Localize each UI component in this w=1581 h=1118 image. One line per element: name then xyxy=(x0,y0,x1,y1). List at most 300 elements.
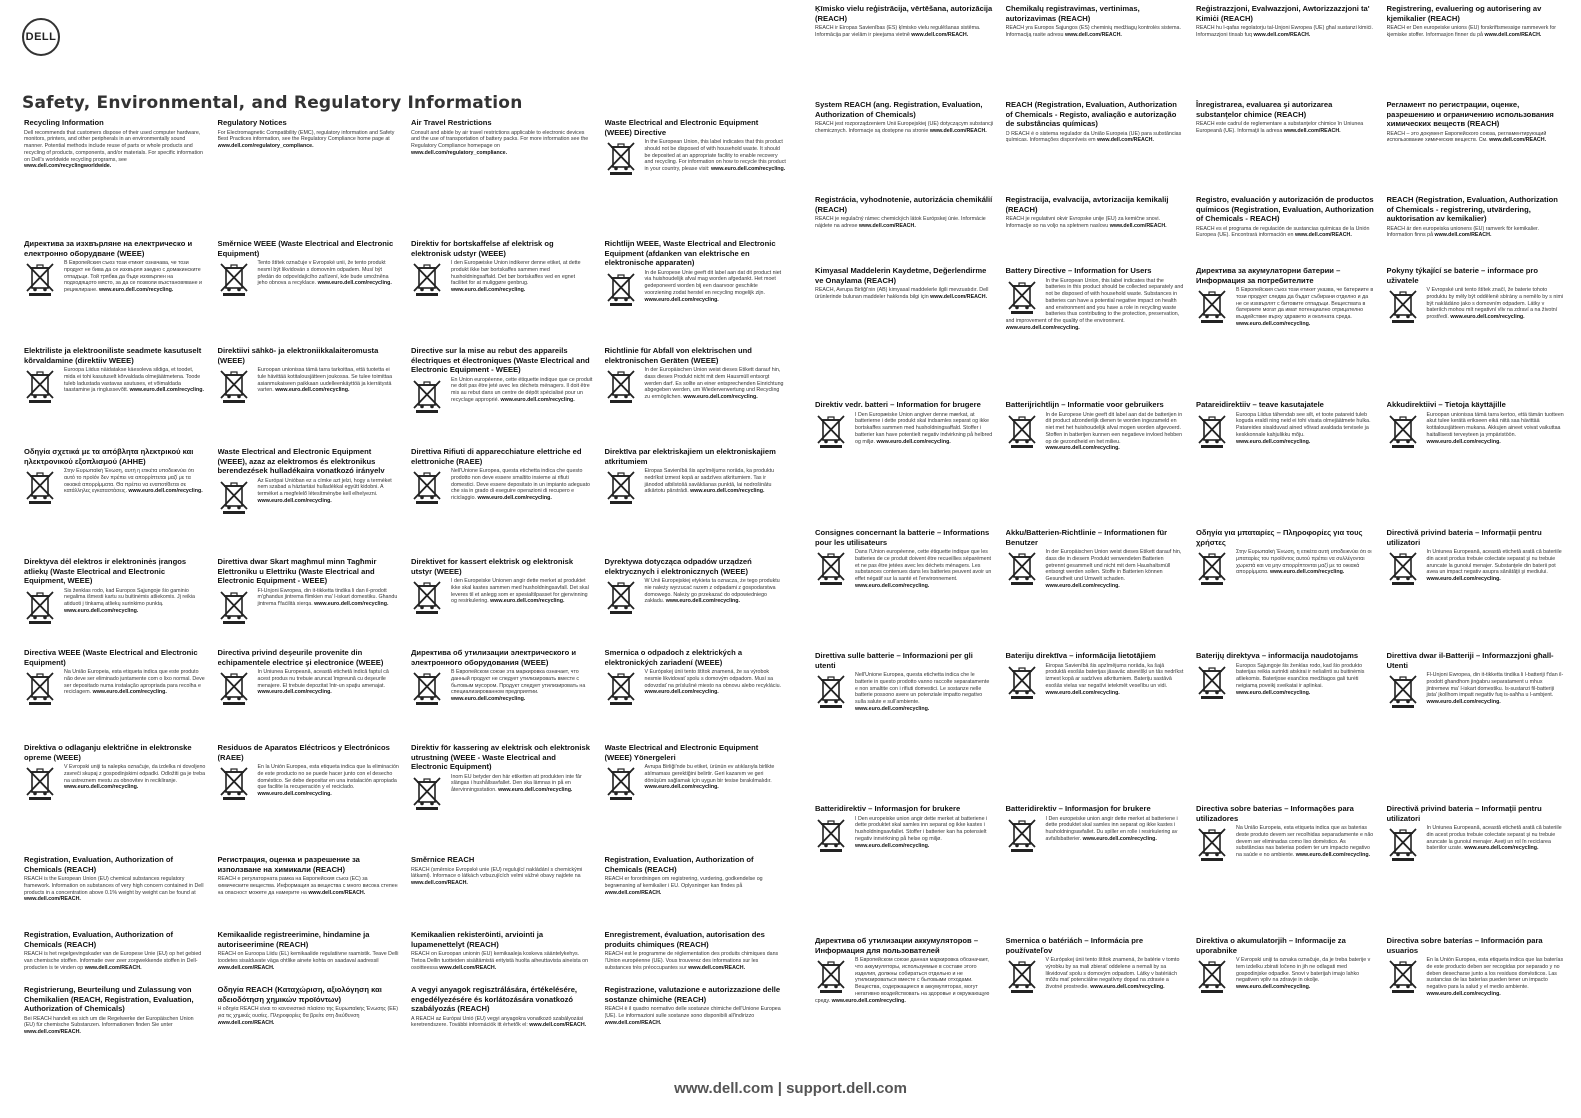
regulatory-section xyxy=(1387,528,1566,590)
section-link[interactable]: www.euro.dell.com/recycling. xyxy=(275,387,350,394)
section-link[interactable]: www.euro.dell.com/recycling. xyxy=(1450,314,1525,321)
section-text-body: În Uniunea Europeană, această etichetă arată că bateriile din acest produs trebuie colectate separat şi nu trebuie aruncate la gunoiul menajer. Aveţi un rol în reciclarea bateriilor uzate. xyxy=(1426,825,1562,852)
section-link[interactable]: www.dell.com/REACH. xyxy=(439,964,497,971)
section-text-body: Bei REACH handelt es sich um die Regelwerke der Europäischen Union (EU) für chemische Substanzen. Informationen finden Sie unter xyxy=(24,1015,194,1029)
section-row xyxy=(815,936,1565,1005)
section-title: Akkudirektiivi – Tietoja käyttäjille xyxy=(1386,400,1506,409)
section-body xyxy=(24,130,206,171)
section-row xyxy=(24,743,786,813)
section-text-body: REACH (směrnice Evropské unie (EU) regulující nakládání s chemickými látkami). Informace o látkách vzbuzujících velmi vážné obavy najdete na xyxy=(411,866,583,880)
section-title: Pokyny týkající se baterie – informace pro uživatele xyxy=(1386,266,1539,285)
section-body xyxy=(1387,549,1566,588)
section-link[interactable]: www.euro.dell.com/recycling. xyxy=(500,396,575,403)
section-title: REACH (Registration, Evaluation, Authorization of Chemicals - registrering, utvärdering, auktorisation av kemikalier) xyxy=(1386,195,1558,223)
section-text-body: REACH on Euroopa Liidu (EL) kemikaalide regulatiivne raamistik. Teave Delli toodetes sisalduvate väga ohtlike ainete kohta on saadaval aadressil xyxy=(217,951,399,964)
section-title: Richtlijn WEEE, Waste Electrical and Electronic Equipment (afdanken van elektrische en elektronische apparaten) xyxy=(604,239,776,267)
section-text-body: REACH on Euroopan unionin (EU) kemikaaleja koskeva sääntelykehys. Tietoa Dellin tuotteiden sisältämistä erityistä huolta aiheuttavista aineista on osoitteessa xyxy=(411,951,589,971)
section-link[interactable]: www.euro.dell.com/recycling. xyxy=(1236,438,1311,445)
section-link[interactable]: www.euro.dell.com/recycling. xyxy=(1426,576,1501,583)
section-text-body: Consult and abide by air travel restrictions applicable to electronic devices and the use of transportation of battery packs. For more information see the Regulatory Compliance homepage on xyxy=(411,129,589,150)
section-text-body: I Den europeiske union angir dette merket at batteriene i dette produktet skal samles inn separat og ikke kastes i husholdningsavfallet. Stoffer i batterier kan ha potensielt negativ innvirkning på helse og miljø. xyxy=(855,815,988,842)
section-link[interactable]: www.euro.dell.com/recycling. xyxy=(1464,845,1539,852)
section-title: Registrierung, Beurteilung und Zulassung von Chemikalien (REACH, Registration, Evaluation, Authorization of Chemicals) xyxy=(24,985,194,1013)
section-text-body: REACH je regulativni okvir Evropske unije (EU) za kemične snovi. Informacije so na voljo na spletnem naslovu xyxy=(1005,216,1161,229)
section-link[interactable]: www.euro.dell.com/recycling. xyxy=(257,791,332,798)
section-body xyxy=(1006,278,1185,332)
section-title: Dyrektywa dotycząca odpadów urządzeń elektrycznych i elektronicznych (WEEE) xyxy=(604,557,752,576)
crossed-out-wheeled-bin-icon xyxy=(218,479,250,515)
regulatory-section xyxy=(1387,195,1566,239)
section-body xyxy=(1006,131,1185,145)
section-text-body: REACH is het regelgevingskader van de Europese Unie (EU) op het gebied van chemische stoffen. Informatie over zeer zorgwekkende stoffen in Dell-producten is te vinden op xyxy=(24,951,202,971)
section-link[interactable]: www.dell.com/REACH. xyxy=(411,880,468,887)
section-title: Batteridirektiv – Informasjon for brukere xyxy=(815,804,961,813)
section-link[interactable]: www.dell.com/REACH. xyxy=(1109,222,1167,229)
section-text xyxy=(815,216,994,230)
section-text-body: REACH est le programme de réglementation des produits chimiques dans l'Union européenne (UE). Vous trouverez des informations sur les substances très préoccupantes sur xyxy=(604,951,779,971)
crossed-out-wheeled-bin-icon xyxy=(815,413,847,449)
section-link[interactable]: www.euro.dell.com/recycling. xyxy=(1426,990,1501,997)
section-text-body: V Evropské unii tento štítek značí, že baterie tohoto produktu by měly být odděleně sbírány a nemělo by s nimi být nakládáno jako s domovním odpadem. Látky v bateriích mohou mít negativní vliv na zdraví a na životní prostředí. xyxy=(1426,287,1564,321)
section-text-body: Avrupa Birliği'nde bu etiket, ürünün ev atıklarıyla birlikte atılmaması gerektiğini belirtir. Geri kazanım ve geri dönüşüm sağlamak için uygun bir tesise bırakılmalıdır. xyxy=(644,764,775,784)
section-title: Directivă privind bateria – Informaţii pentru utilizatori xyxy=(1386,804,1542,823)
crossed-out-wheeled-bin-icon xyxy=(605,670,637,706)
section-link[interactable]: www.euro.dell.com/recycling. xyxy=(1045,582,1120,589)
regulatory-section xyxy=(1196,528,1375,590)
section-body xyxy=(1006,25,1185,39)
section-text xyxy=(1387,25,1566,39)
section-text-body: Euroopa Liidus näidatakse käesoleva sildiga, et toodet, mida ei tohi kasutuselt kõrvaldada olmejäätmetena. Toode tuleb ladustada vastavas asutuses, et võimaldada taastamine ja ringlussevõtt. xyxy=(64,367,201,394)
section-body xyxy=(411,669,593,708)
crossed-out-wheeled-bin-icon xyxy=(411,579,443,615)
section-link[interactable]: www.euro.dell.com/recycling. xyxy=(92,689,167,696)
section-text-body: REACH es el programa de regulación de sustancias químicas de la Unión Europea (UE). Encontrará información en xyxy=(1196,225,1370,239)
section-text xyxy=(411,130,593,157)
section-title: Direttiva Rifiuti di apparecchiature elettriche ed elettroniche (RAEE) xyxy=(411,447,582,466)
regulatory-section xyxy=(1196,651,1375,713)
regulatory-section xyxy=(605,743,787,813)
section-link[interactable]: www.euro.dell.com/recycling. xyxy=(257,689,332,696)
section-title: Kimyasal Maddelerin Kaydetme, Değerlendirme ve Onaylama (REACH) xyxy=(815,266,987,285)
section-link[interactable]: www.euro.dell.com/recycling. xyxy=(644,296,719,303)
section-text-body: Nell'Unione Europea, questa etichetta indica che le batterie in questo prodotto vanno raccolte separatamente e non smaltite con i rifiuti domestici. Le sostanze nelle batterie possono avere un potenziale impatto negativo sulla salute e sull'ambiente. xyxy=(855,672,990,706)
regulatory-section xyxy=(411,648,593,708)
section-row xyxy=(24,118,786,178)
section-title: Akku/Batterien-Richtlinie – Informationen für Benutzer xyxy=(1005,528,1168,547)
footer-links[interactable]: www.dell.com | support.dell.com xyxy=(674,1080,907,1097)
section-title: Direktiva o akumulatorjih – Informacije za uporabnike xyxy=(1196,936,1346,955)
section-text-body: Euroopan unionissa tämä tarra tarkoittaa, että tuotetta ei tule hävittää kotitalousjätteen joukossa. Se tulee toimittaa asianmukaiseen paikkaan uudelleenkäyttöä ja kierrätystä varten. xyxy=(257,367,393,394)
regulatory-section xyxy=(815,528,994,590)
section-text-body: В Европейския съюз този етикет означава, че този продукт не бива да се изхвърля заедно с домакинските отпадъци. Той трябва да бъде изхвърлен на подходящото място, за да се позволи възстановяване и рециклиране. xyxy=(64,260,202,294)
regulatory-section xyxy=(1196,266,1375,332)
crossed-out-wheeled-bin-icon xyxy=(1387,288,1419,324)
section-title: Οδηγία για μπαταρίες – Πληροφορίες για τους χρήστες xyxy=(1196,528,1363,547)
section-text-body: В Европейском союзе данная маркировка обозначает, что аккумуляторы, используемые в составе этого изделия, должны собираться отдельно и не утилизироваться вместе с бытовыми отходами. Вещества, содержащиеся в аккумуляторах, могут негативно воздействовать на здоровье и окружающую среду. xyxy=(815,957,990,1004)
section-title: Bateriju direktīva – informācija lietotājiem xyxy=(1005,651,1156,660)
section-text xyxy=(1196,25,1375,39)
section-body xyxy=(218,1006,400,1026)
section-link[interactable]: www.euro.dell.com/recycling. xyxy=(831,997,906,1004)
section-link[interactable]: www.euro.dell.com/recycling. xyxy=(451,287,526,294)
section-link[interactable]: www.euro.dell.com/recycling. xyxy=(498,787,573,794)
section-link[interactable]: www.euro.dell.com/recycling. xyxy=(1426,438,1501,445)
section-title: Baterijų direktyva – informacija naudotojams xyxy=(1196,651,1359,660)
section-link[interactable]: www.euro.dell.com/recycling. xyxy=(1082,835,1157,842)
section-text xyxy=(411,951,593,971)
section-link[interactable]: www.euro.dell.com/recycling. xyxy=(710,166,786,173)
section-link[interactable]: www.dell.com/REACH. xyxy=(217,1019,275,1026)
section-link[interactable]: www.dell.com/REACH. xyxy=(604,1019,662,1026)
section-title: Registration, Evaluation, Authorization of Chemicals (REACH) xyxy=(24,855,174,874)
section-text-body: Europos Sąjungoje šis ženklas rodo, kad šio produkto baterijas reikia surinkti atskirai ir nešalinti su buitinėmis atliekomis. Baterijose esančios medžiagos gali turėti neigiamą poveikį sveikatai ir aplinkai. xyxy=(1236,662,1365,689)
section-text-body: В Европейском союзе эта маркировка означает, что данный продукт не следует утилизировать вместе с бытовым мусором. Продукт следует утилизировать на специализированном предприятии. xyxy=(451,669,586,696)
section-link[interactable]: www.dell.com/REACH. xyxy=(1253,31,1311,38)
regulatory-section xyxy=(1387,400,1566,452)
crossed-out-wheeled-bin-icon xyxy=(1006,817,1038,853)
section-title: Директива об утилизации аккумуляторов – Информация для пользователей xyxy=(815,936,979,955)
section-title: Kemikaalien rekisteröinti, arviointi ja lupamenettelyt (REACH) xyxy=(411,930,544,949)
section-body xyxy=(411,377,593,416)
section-text xyxy=(1006,25,1185,39)
section-link[interactable]: www.euro.dell.com/recycling. xyxy=(257,497,332,504)
section-text-body: Inom EU betyder den här etiketten att produkten inte får slängas i hushållsavfallet. Den ska lämnas in på en återvinningsstation. xyxy=(451,773,582,794)
section-title: Battery Directive – Information for Users xyxy=(1005,266,1152,275)
section-link[interactable]: www.dell.com/REACH. xyxy=(1064,31,1122,38)
crossed-out-wheeled-bin-icon xyxy=(1196,288,1228,324)
regulatory-section xyxy=(411,346,593,416)
section-link[interactable]: www.euro.dell.com/recycling. xyxy=(1426,699,1501,706)
section-body xyxy=(24,764,206,803)
crossed-out-wheeled-bin-icon xyxy=(24,589,56,625)
crossed-out-wheeled-bin-icon xyxy=(1006,550,1038,586)
section-body xyxy=(815,216,994,230)
regulatory-section xyxy=(24,557,206,627)
regulatory-section xyxy=(1006,195,1185,239)
section-link[interactable]: www.euro.dell.com/recycling. xyxy=(1236,689,1311,696)
section-link[interactable]: www.euro.dell.com/recycling. xyxy=(855,582,930,589)
section-text-body: REACH е регулаторната рамка на Европейския съюз (ЕС) за химическите вещества. Информация за вещества с много висока степен на опасност можете да намерите на xyxy=(217,876,398,896)
section-row xyxy=(24,557,786,627)
section-link[interactable]: www.dell.com/regulatory_compliance. xyxy=(411,149,508,156)
crossed-out-wheeled-bin-icon xyxy=(218,368,250,404)
section-body xyxy=(815,672,994,713)
page-title: Safety, Environmental, and Regulatory Information xyxy=(22,93,523,113)
section-title: A vegyi anyagok regisztrálására, értékelésére, engedélyezésére és korlátozására vonatkozó szabályozás (REACH) xyxy=(411,985,578,1013)
section-text xyxy=(815,287,994,301)
crossed-out-wheeled-bin-icon xyxy=(1196,826,1228,862)
section-title: Регламент по регистрации, оценке, разрешению и ограничению использования химических веществ (REACH) xyxy=(1386,100,1554,128)
section-text xyxy=(24,876,206,903)
section-title: Kemikaalide registreerimine, hindamine ja autoriseerimine (REACH) xyxy=(217,930,370,949)
regulatory-section xyxy=(815,195,994,239)
section-link[interactable]: www.dell.com/REACH. xyxy=(1097,137,1154,144)
section-row xyxy=(815,651,1565,713)
section-body xyxy=(1196,825,1375,864)
section-title: Smernica o batériách – Informácia pre používateľov xyxy=(1005,936,1144,955)
crossed-out-wheeled-bin-icon xyxy=(24,261,56,297)
section-body xyxy=(605,1006,787,1026)
regulatory-section xyxy=(1006,804,1185,864)
section-title: Direktiv for bortskaffelse af elektrisk og elektronisk udstyr (WEEE) xyxy=(411,239,554,258)
section-row xyxy=(815,804,1565,864)
section-title: Waste Electrical and Electronic Equipment (WEEE), azaz az elektromos és elektronikus berendezések hulladékaira vonatkozó irányelv xyxy=(217,447,385,475)
regulatory-section xyxy=(1387,804,1566,864)
regulatory-section xyxy=(411,557,593,627)
section-title: Directivă privind bateria – Informaţii pentru utilizatori xyxy=(1386,528,1542,547)
section-link[interactable]: www.euro.dell.com/recycling. xyxy=(1270,569,1345,576)
section-body xyxy=(1387,226,1566,240)
section-text-body: In the European Union, this label indicates that the batteries in this product should be collected separately and not be disposed of with household waste. Substances in batteries can have a potential negative impact on health and environment and you have a role in recycling waste batteries thus contributing to the protection, preservation, and improvement of the quality of the environment. xyxy=(1005,277,1184,325)
section-link[interactable]: www.euro.dell.com/recycling. xyxy=(314,601,389,608)
crossed-out-wheeled-bin-icon xyxy=(815,550,847,586)
section-link[interactable]: www.dell.com/REACH. xyxy=(308,889,366,896)
section-body xyxy=(1387,131,1566,145)
section-body xyxy=(815,287,994,301)
section-link[interactable]: www.euro.dell.com/recycling. xyxy=(1090,984,1165,991)
section-link[interactable]: www.dell.com/REACH. xyxy=(930,293,988,300)
regulatory-section xyxy=(411,239,593,309)
section-title: Consignes concernant la batterie – Informations pour les utilisateurs xyxy=(815,528,990,547)
section-text xyxy=(1196,226,1375,240)
crossed-out-wheeled-bin-icon xyxy=(1196,958,1228,994)
section-body xyxy=(218,367,400,406)
section-body xyxy=(1196,287,1375,328)
section-title: Înregistrarea, evaluarea şi autorizarea substanţelor chimice (REACH) xyxy=(1196,100,1333,119)
section-link[interactable]: www.euro.dell.com/recycling. xyxy=(683,394,758,401)
section-link[interactable]: www.euro.dell.com/recycling. xyxy=(1236,984,1311,991)
crossed-out-wheeled-bin-icon xyxy=(605,271,637,307)
section-link[interactable]: www.dell.com/REACH. xyxy=(911,31,969,38)
section-body xyxy=(1196,25,1375,39)
section-title: Residuos de Aparatos Eléctricos y Electrónicos (RAEE) xyxy=(217,743,390,762)
section-link[interactable]: www.euro.dell.com/recycling. xyxy=(1236,320,1311,327)
section-body xyxy=(218,669,400,708)
section-text-body: REACH er forordningen om registrering, vurdering, godkendelse og begrænsning af kemikalier i EU. Oplysninger kan findes på xyxy=(604,876,763,889)
section-link[interactable]: www.euro.dell.com/recycling. xyxy=(1295,852,1371,859)
regulatory-section xyxy=(1196,4,1375,39)
section-link[interactable]: www.dell.com/REACH. xyxy=(24,896,81,903)
section-row xyxy=(24,985,786,1036)
section-link[interactable]: www.dell.com/REACH. xyxy=(217,964,275,971)
section-link[interactable]: www.dell.com/REACH. xyxy=(1434,232,1492,239)
section-link[interactable]: www.euro.dell.com/recycling. xyxy=(451,696,526,703)
regulatory-section xyxy=(605,118,787,178)
section-link[interactable]: www.euro.dell.com/recycling. xyxy=(99,287,174,294)
section-body xyxy=(1196,957,1375,996)
section-title: Chemikalų registravimas, vertinimas, autorizavimas (REACH) xyxy=(1005,4,1140,23)
section-link[interactable]: www.euro.dell.com/recycling. xyxy=(1045,689,1120,696)
section-text-body: Στην Ευρωπαϊκή Ένωση, αυτή η ετικέτα υποδεικνύει ότι αυτό το προϊόν δεν πρέπει να απορρίπτεται μαζί με τα οικιακά απορρίμματα. Θα πρέπει να εναποτίθεται σε κατάλληλες εγκαταστάσεις. xyxy=(64,468,194,495)
section-text-body: REACH er Den europeiske unions (EU) forskriftsmessige rammeverk for kjemiske stoffer. Informasjon finner du på xyxy=(1386,25,1557,38)
section-body xyxy=(1387,957,1566,998)
section-text xyxy=(24,130,206,171)
regulatory-section xyxy=(218,648,400,708)
section-body xyxy=(1006,216,1185,230)
section-title: Direktiva o odlaganju električne in elektronske opreme (WEEE) xyxy=(24,743,192,762)
section-title: Regulatory Notices xyxy=(217,118,287,127)
section-text-body: Euroopa Liidus tähendab see silt, et toote patareid tuleb koguda eraldi ning neid ei tohi visata olmejäätmete hulka. Patareides sisalduvad ained võivad avaldada tervisele ja keskkonnale kahjulikku mõju. xyxy=(1236,411,1371,438)
section-link[interactable]: www.dell.com/REACH. xyxy=(688,964,746,971)
section-title: Směrnice REACH xyxy=(411,855,475,864)
section-text-body: I Den europeiske union angir dette merket at batteriene i dette produktet skal samles inn separat og ikke kastes i husholdningsavfallet. Du spiller en rolle i resirkulering av avfallsbatterier. xyxy=(1045,815,1178,842)
section-body xyxy=(24,367,206,406)
section-body xyxy=(605,367,787,406)
section-link[interactable]: www.euro.dell.com/recycling. xyxy=(128,488,203,495)
section-text-body: În Uniunea Europeană, această etichetă arată că bateriile din acest produs trebuie colectate separat şi nu trebuie aruncate la gunoiul menajer. Substanţele din baterii pot avea un impact negativ asupra sănătăţii şi mediului. xyxy=(1426,549,1562,576)
section-link[interactable]: www.dell.com/REACH. xyxy=(1489,137,1547,144)
section-link[interactable]: www.euro.dell.com/recycling. xyxy=(855,842,930,849)
regulatory-section xyxy=(218,447,400,517)
section-text-body: In der Europäischen Union weist dieses Etikett darauf hin, dass dieses Produkt nicht mit dem Hausmüll entsorgt werden darf. Es sollte an einer entsprechenden Einrichtung abgegeben werden, um Wiederverwertung und Recycling zu ermöglichen. xyxy=(644,367,784,401)
section-text-body: Dell recommends that customers dispose of their used computer hardware, monitors, printers, and other peripherals in an environmentally sound manner. Potential methods include reuse of parts or whole products and recycling of products, components, and/or materials. For specific information on Dell's worldwide recycling programs, see xyxy=(24,129,203,163)
section-body xyxy=(605,669,787,708)
regulatory-section xyxy=(605,930,787,971)
section-link[interactable]: www.euro.dell.com/recycling. xyxy=(1045,445,1120,452)
section-link[interactable]: www.euro.dell.com/recycling. xyxy=(644,784,719,791)
regulatory-section xyxy=(605,557,787,627)
section-row xyxy=(815,400,1565,452)
section-link[interactable]: www.euro.dell.com/recycling. xyxy=(690,488,765,495)
section-link[interactable]: www.dell.com/REACH. xyxy=(1484,31,1542,38)
section-row xyxy=(24,447,786,517)
section-link[interactable]: www.euro.dell.com/recycling. xyxy=(477,495,552,502)
section-link[interactable]: www.euro.dell.com/recycling. xyxy=(129,387,204,394)
section-text xyxy=(1196,121,1375,135)
section-title: REACH (Registration, Evaluation, Authorization of Chemicals - Registo, avaliação e autorização de substâncias químicas) xyxy=(1005,100,1177,128)
crossed-out-wheeled-bin-icon xyxy=(24,765,56,801)
section-text-body: Fl-Unjoni Ewropea, din it-tikketta tindika li dan il-prodott m'għandux jintrema flimkien ma' l-iskart domestiku. Għandu jintrema f'faċilità xierqa. xyxy=(257,587,398,608)
crossed-out-wheeled-bin-icon xyxy=(605,368,637,404)
crossed-out-wheeled-bin-icon xyxy=(1196,664,1228,700)
regulatory-section xyxy=(815,651,994,713)
section-link[interactable]: www.dell.com/regulatory_compliance. xyxy=(217,143,314,150)
section-row xyxy=(815,4,1565,39)
section-text xyxy=(1006,216,1185,230)
section-body xyxy=(815,121,994,135)
section-title: Waste Electrical and Electronic Equipment (WEEE) Directive xyxy=(604,118,759,137)
section-body xyxy=(411,951,593,971)
regulatory-section xyxy=(605,239,787,309)
section-title: Patareidirektiiv – teave kasutajatele xyxy=(1196,400,1324,409)
section-body xyxy=(1196,663,1375,702)
section-link[interactable]: www.dell.com/REACH. xyxy=(529,1022,587,1029)
regulatory-section xyxy=(411,743,593,813)
section-link[interactable]: www.dell.com/REACH. xyxy=(929,127,987,134)
section-title: System REACH (ang. Registration, Evaluation, Authorization of Chemicals) xyxy=(815,100,983,119)
section-title: Richtlinie für Abfall von elektrischen und elektronischen Geräten (WEEE) xyxy=(604,346,752,365)
section-text-body: In de Europese Unie geeft dit label aan dat de batterijen in dit product afzonderlijk dienen te worden ingezameld en niet met het huishoudelijk afval mogen worden afgevoerd. Stoffen in batterijen kunnen een negatieve invloed hebben op de gezondheid en het milieu. xyxy=(1045,411,1183,445)
section-body xyxy=(24,468,206,507)
crossed-out-wheeled-bin-icon xyxy=(1006,958,1038,994)
section-title: Direktiivi sähkö- ja elektroniikkalaiteromusta (WEEE) xyxy=(217,346,379,365)
section-link[interactable]: www.euro.dell.com/recycling. xyxy=(855,705,930,712)
section-text-body: В Европейския съюз този етикет указва, че батериите в този продукт следва да бъдат събирани отделно и да не се изхвърлят с битовите отпадъци. Веществата в батериите могат да имат потенциално отрицателно въздействие върху здравето и околната среда. xyxy=(1236,287,1374,321)
section-title: Reġistrazzjoni, Evalwazzjoni, Awtorizzazzjoni ta' Kimiċi (REACH) xyxy=(1196,4,1370,23)
crossed-out-wheeled-bin-icon xyxy=(605,579,637,615)
crossed-out-wheeled-bin-icon xyxy=(1387,413,1419,449)
section-link[interactable]: www.euro.dell.com/recycling. xyxy=(665,598,740,605)
section-text-body: REACH – это документ Европейского союза, регламентирующий использование химических веществ. См. xyxy=(1386,130,1547,144)
section-body xyxy=(1387,25,1566,39)
section-body xyxy=(605,578,787,617)
section-text-body: Fl-Unjoni Ewropea, din it-tikketta tindika li l-batteriji f'dan il-prodott għandhom jinġabru separatament u mhux jintremew ma' l-iskart domestiku. Is-sustanzi fil-batteriji jista' jkollhom impatt negattiv fuq is-saħħa u l-ambjent. xyxy=(1426,672,1564,699)
section-text-body: REACH è il quadro normativo delle sostanze chimiche dell'Unione Europea (UE). Le informazioni sulle sostanze sono disponibili all'indirizzo xyxy=(604,1006,781,1019)
section-text-body: In der Europäischen Union weist dieses Etikett darauf hin, dass die in diesem Produkt verwendeten Batterien getrennt gesammelt und nicht mit dem Haushaltsmüll entsorgt werden sollen. Stoffe in Batterien können Gesundheit und Umwelt schaden. xyxy=(1045,549,1182,583)
section-body xyxy=(411,468,593,507)
section-text-body: O REACH é o sistema regulador da União Europeia (UE) para substâncias químicas. Informações disponíveis em xyxy=(1005,130,1182,144)
section-title: Recycling Information xyxy=(24,118,104,127)
regulatory-section xyxy=(1387,4,1566,39)
section-title: Registration, Evaluation, Authorization of Chemicals (REACH) xyxy=(24,930,174,949)
section-link[interactable]: www.euro.dell.com/recycling. xyxy=(317,280,392,287)
regulatory-section xyxy=(1196,195,1375,239)
section-title: Registrering, evaluering og autorisering av kjemikalier (REACH) xyxy=(1386,4,1542,23)
section-text-body: REACH este cadrul de reglementare a substanţelor chimice în Uniunea Europeană (UE). Informaţii la adresa xyxy=(1196,121,1364,134)
section-body xyxy=(218,876,400,896)
crossed-out-wheeled-bin-icon xyxy=(815,958,847,994)
crossed-out-wheeled-bin-icon xyxy=(1196,413,1228,449)
section-link[interactable]: www.dell.com/REACH. xyxy=(1283,127,1341,134)
section-link[interactable]: www.euro.dell.com/recycling. xyxy=(876,438,951,445)
section-text-body: Eiropas Savienībā šis apzīmējums norāda, ka šajā produktā esošās baterijas jāsavāc atsevišķi un tās nedrīkst izmest kopā ar sadzīves atkritumiem. Bateriju sastāvā esošās vielas var negatīvi ietekmēt veselību un vidi. xyxy=(1045,662,1184,689)
section-body xyxy=(411,774,593,813)
section-body xyxy=(1196,121,1375,135)
section-body xyxy=(1387,287,1566,326)
crossed-out-wheeled-bin-icon xyxy=(24,368,56,404)
section-link[interactable]: www.euro.dell.com/recycling. xyxy=(644,689,719,696)
section-link[interactable]: www.dell.com/REACH. xyxy=(84,964,142,971)
section-text-body: REACH, Avrupa Birliği'nin (AB) kimyasal maddelerle ilgili mevzuatıdır. Dell ürünlerinde bulunan maddeler hakkında bilgi için xyxy=(815,287,989,300)
section-link[interactable]: www.euro.dell.com/recycling. xyxy=(1005,325,1080,332)
section-link[interactable]: www.dell.com/REACH. xyxy=(1294,232,1352,239)
section-text xyxy=(605,876,787,896)
regulatory-section xyxy=(1006,4,1185,39)
regulatory-section xyxy=(1387,266,1566,332)
section-title: Οδηγία σχετικά με τα απόβλητα ηλεκτρικού και ηλεκτρονικού εξοπλισμού (ΑΗΗΕ) xyxy=(24,447,194,466)
section-text-body: Η οδηγία REACH είναι το κανονιστικό πλαίσιο της Ευρωπαϊκής Ένωσης (ΕΕ) για τις χημικές ουσίες. Πληροφορίες θα βρείτε στη διεύθυνση xyxy=(217,1006,399,1019)
section-link[interactable]: www.euro.dell.com/recycling. xyxy=(490,598,565,605)
section-text-body: Nell'Unione Europea, questa etichetta indica che questo prodotto non deve essere smaltito insieme ai rifiuti domestici. Deve essere depositato in un impianto adeguato che sia in grado di eseguire operazioni di recupero e riciclaggio. xyxy=(451,468,590,502)
dell-logo: DELL xyxy=(22,18,60,56)
section-text xyxy=(411,867,593,887)
regulatory-section xyxy=(815,4,994,39)
regulatory-section xyxy=(218,743,400,813)
section-link[interactable]: www.dell.com/REACH. xyxy=(24,1029,81,1036)
section-text xyxy=(24,951,206,971)
section-link[interactable]: www.dell.com/REACH. xyxy=(604,889,662,896)
section-body xyxy=(411,260,593,299)
section-body xyxy=(24,588,206,627)
regulatory-section xyxy=(24,239,206,309)
crossed-out-wheeled-bin-icon xyxy=(1387,826,1419,862)
regulatory-section xyxy=(24,855,206,903)
section-title: Οδηγία REACH (Καταχώριση, αξιολόγηση και αδειοδότηση χημικών προϊόντων) xyxy=(217,985,382,1004)
section-body xyxy=(218,951,400,971)
section-row xyxy=(24,648,786,708)
section-text-body: In the European Union, this label indicates that this product should not be disposed of with household waste. It should be deposited at an appropriate facility to enable recovery and recycling. For information on how to recycle this product in your country, please visit: xyxy=(644,139,786,173)
section-title: Direktīva par elektriskajiem un elektroniskajiem atkritumiem xyxy=(604,447,776,466)
section-body xyxy=(1387,412,1566,451)
regulatory-section xyxy=(1196,936,1375,1005)
section-link[interactable]: www.dell.com/REACH. xyxy=(858,222,916,229)
section-text-body: Στην Ευρωπαϊκή Ένωση, η ετικέτα αυτή υποδεικνύει ότι οι μπαταρίες του προϊόντος αυτού πρέπει να συλλέγονται χωριστά και να μην απορρίπτονται μαζί με τα οικιακά απορρίμματα. xyxy=(1236,549,1372,576)
section-link[interactable]: www.euro.dell.com/recycling. xyxy=(64,607,139,614)
section-title: Direktyva dėl elektros ir elektroninės įrangos atliekų (Waste Electrical and Electronic Equipment, WEEE) xyxy=(24,557,187,585)
section-link[interactable]: www.euro.dell.com/recycling. xyxy=(64,784,139,791)
section-link[interactable]: www.dell.com/recyclingworldwide. xyxy=(24,163,112,170)
section-text-body: I den Europæiske Union indikerer denne etiket, at dette produkt ikke bør bortskaffes sammen med husholdningsaffald. Det bør bortskaffes ved en egnet facilitet for at muliggøre genbrug. xyxy=(451,260,581,287)
